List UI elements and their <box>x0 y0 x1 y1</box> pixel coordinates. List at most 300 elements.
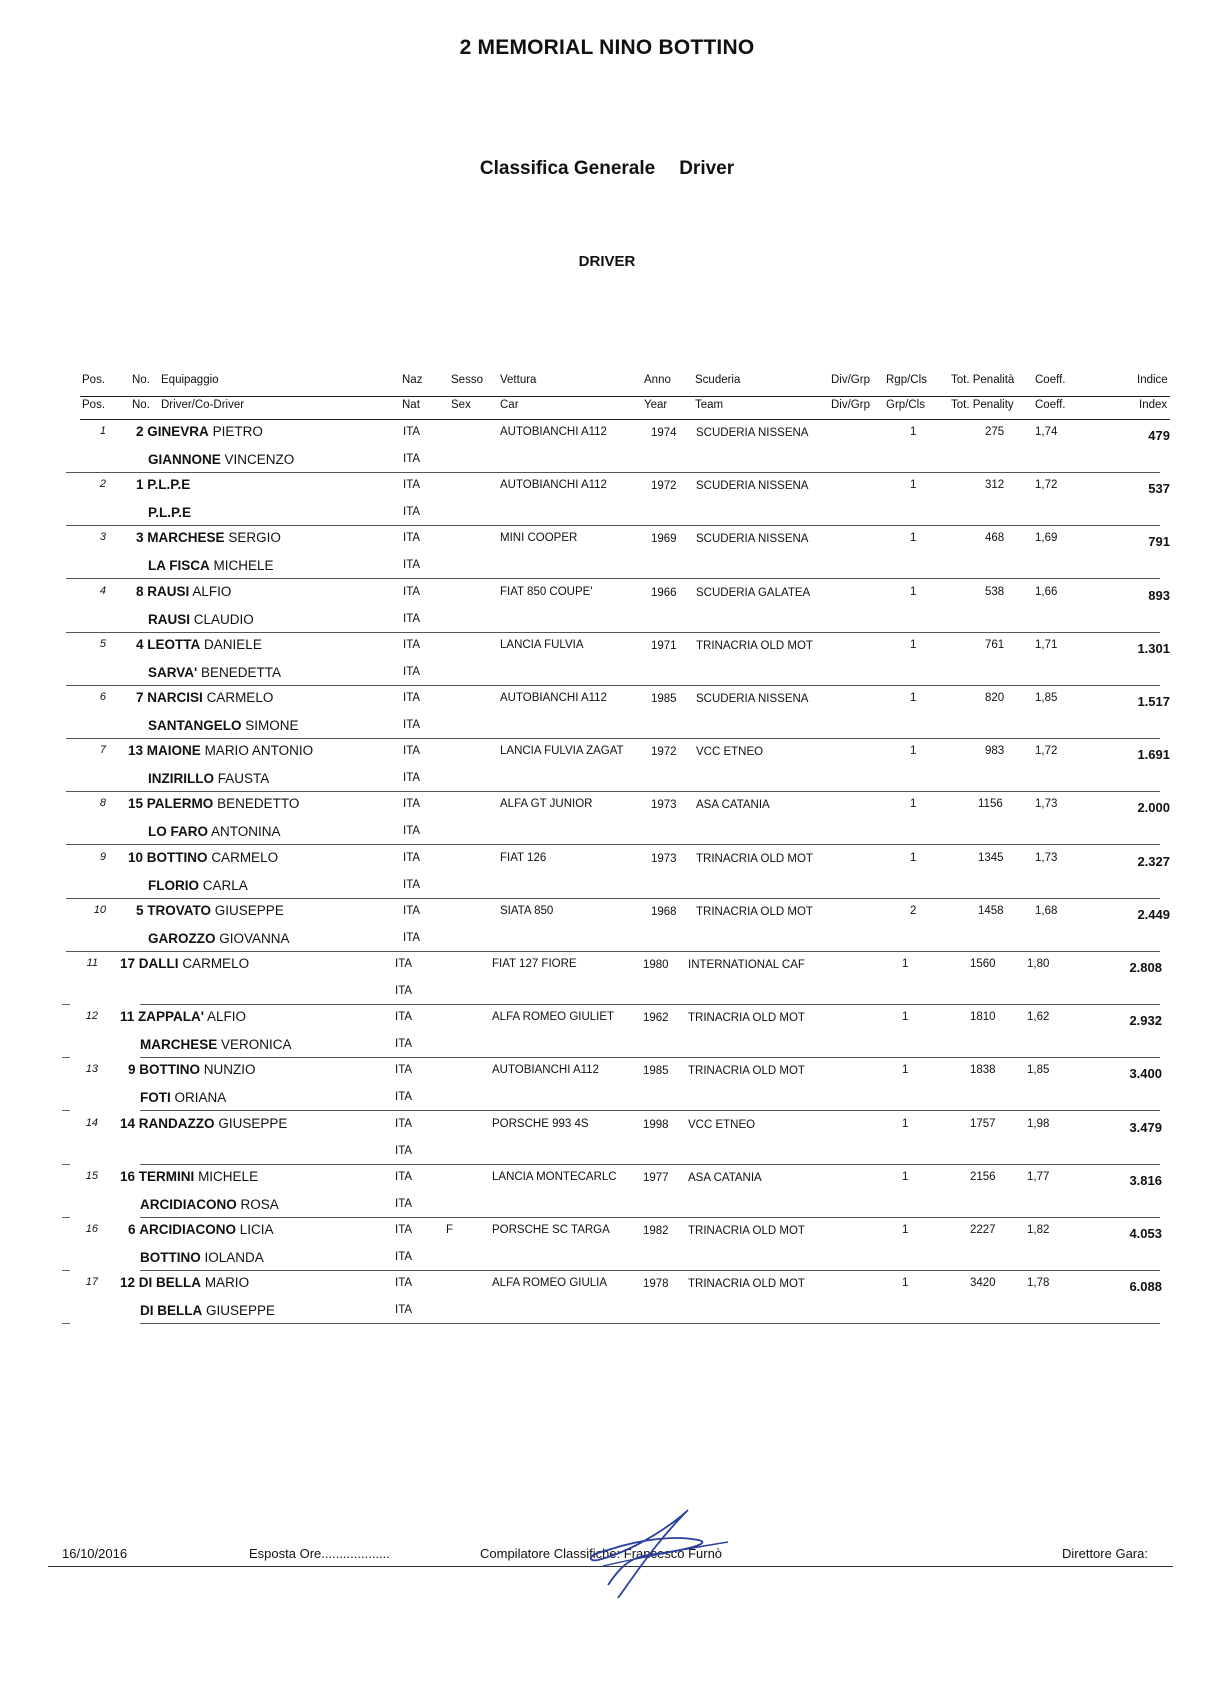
table-row <box>0 580 1214 633</box>
total-penalty: 820 <box>985 692 1005 704</box>
driver-lastname: ARCIDIACONO <box>139 1222 237 1237</box>
car-number: 5 <box>136 902 144 918</box>
car-model: FIAT 126 <box>500 851 547 864</box>
codriver-lastname: GAROZZO <box>148 930 216 946</box>
header-divider <box>80 396 1170 397</box>
col-car-en: Car <box>500 399 519 411</box>
driver-lastname: DALLI <box>138 956 179 971</box>
car-number: 17 <box>120 956 136 971</box>
team: VCC ETNEO <box>688 1118 756 1131</box>
total-penalty: 2227 <box>970 1224 996 1236</box>
driver-name <box>120 1009 246 1024</box>
driver-lastname: RANDAZZO <box>138 1115 215 1131</box>
index-value: 1.301 <box>1137 640 1170 656</box>
driver-firstname: ALFIO <box>192 583 232 599</box>
table-row <box>0 1058 1214 1111</box>
driver-nationality: ITA <box>403 851 421 864</box>
codriver-name <box>140 1037 292 1052</box>
team: INTERNATIONAL CAF <box>688 959 805 971</box>
row-position: 3 <box>99 531 106 544</box>
driver-lastname: ZAPPALA' <box>138 1009 205 1025</box>
driver-firstname: MARIO <box>204 1275 250 1291</box>
index-value: 1.691 <box>1137 747 1170 763</box>
col-index-en: Index <box>1139 399 1168 411</box>
codriver-firstname: CLAUDIO <box>193 611 254 627</box>
table-row <box>0 952 1214 1005</box>
driver-firstname: DANIELE <box>204 636 262 652</box>
team: TRINACRIA OLD MOT <box>688 1065 805 1078</box>
col-year: Anno <box>644 374 671 386</box>
total-penalty: 1560 <box>970 958 996 970</box>
group-class: 1 <box>910 851 917 864</box>
group-class: 1 <box>902 1011 909 1024</box>
coefficient: 1,73 <box>1035 851 1058 864</box>
driver-name <box>136 903 284 918</box>
codriver-lastname: MARCHESE <box>140 1037 218 1053</box>
row-position: 12 <box>85 1010 98 1023</box>
driver-nationality: ITA <box>403 426 421 438</box>
codriver-lastname: BOTTINO <box>140 1250 201 1265</box>
codriver-firstname: BENEDETTA <box>201 664 282 680</box>
col-pos-en: Pos. <box>82 399 106 411</box>
col-car: Vettura <box>500 374 537 386</box>
car-year: 1969 <box>651 533 677 546</box>
driver-firstname: SERGIO <box>228 530 281 546</box>
total-penalty: 1345 <box>978 851 1004 864</box>
total-penalty: 1156 <box>978 798 1003 811</box>
subtitle-category: Driver <box>679 158 735 179</box>
page-title: 2 MEMORIAL NINO BOTTINO <box>459 36 755 59</box>
coefficient: 1,69 <box>1035 532 1058 545</box>
row-position: 11 <box>86 957 98 969</box>
car-number: 7 <box>136 690 144 705</box>
col-divgrp-en: Div/Grp <box>831 399 870 411</box>
driver-firstname: GIUSEPPE <box>214 902 284 918</box>
codriver-firstname: GIUSEPPE <box>206 1303 276 1319</box>
index-value: 6.088 <box>1129 1279 1162 1295</box>
car-number: 10 <box>128 849 144 865</box>
car-year: 1974 <box>651 427 677 439</box>
team: TRINACRIA OLD MOT <box>696 852 813 865</box>
driver-firstname: CARMELO <box>211 849 279 865</box>
driver-nationality: ITA <box>395 958 413 970</box>
codriver-nationality: ITA <box>403 719 421 731</box>
codriver-lastname: INZIRILLO <box>148 771 214 787</box>
codriver-nationality: ITA <box>403 453 421 465</box>
coefficient: 1,71 <box>1035 638 1058 651</box>
codriver-firstname: VERONICA <box>221 1037 292 1053</box>
col-crew-en: Driver/Co-Driver <box>161 399 245 411</box>
driver-nationality: ITA <box>395 1224 413 1236</box>
codriver-nationality: ITA <box>395 985 413 997</box>
section-heading: DRIVER <box>578 253 636 270</box>
col-sex: Sesso <box>451 374 483 386</box>
driver-nationality: ITA <box>395 1117 413 1130</box>
driver-lastname: PALERMO <box>146 796 214 812</box>
car-year: 1977 <box>643 1171 669 1184</box>
driver-lastname: MARCHESE <box>147 530 225 546</box>
row-position: 15 <box>85 1169 98 1182</box>
driver-name <box>128 850 278 865</box>
car-model: MINI COOPER <box>500 532 578 545</box>
car-model: PORSCHE SC TARGA <box>492 1224 610 1236</box>
car-model: AUTOBIANCHI A112 <box>492 1064 599 1077</box>
col-index: Indice <box>1137 374 1168 386</box>
driver-firstname: MARIO ANTONIO <box>204 743 314 759</box>
group-class: 1 <box>902 958 909 970</box>
index-value: 479 <box>1148 428 1170 443</box>
driver-lastname: BOTTINO <box>146 849 208 865</box>
team: TRINACRIA OLD MOT <box>688 1278 805 1291</box>
car-year: 1982 <box>643 1225 669 1237</box>
codriver-nationality: ITA <box>395 1038 413 1051</box>
table-row <box>0 686 1214 739</box>
table-row <box>0 739 1214 792</box>
codriver-nationality: ITA <box>395 1197 413 1210</box>
codriver-name <box>148 824 281 839</box>
driver-name <box>128 796 299 811</box>
driver-firstname: LICIA <box>239 1222 274 1237</box>
driver-firstname: GIUSEPPE <box>218 1115 288 1131</box>
col-penalty: Tot. Penalità <box>951 374 1015 386</box>
group-class: 1 <box>910 745 917 758</box>
codriver-nationality: ITA <box>403 559 421 572</box>
codriver-name <box>148 665 281 680</box>
coefficient: 1,68 <box>1035 904 1058 917</box>
driver-nationality: ITA <box>403 745 421 758</box>
codriver-name <box>148 718 299 733</box>
row-divider <box>140 1323 1160 1324</box>
coefficient: 1,77 <box>1027 1170 1050 1183</box>
driver-nationality: ITA <box>403 692 421 704</box>
footer-director: Direttore Gara: <box>1062 1546 1148 1561</box>
group-class: 1 <box>910 692 917 704</box>
index-value: 2.449 <box>1137 906 1170 922</box>
codriver-lastname: FLORIO <box>148 877 199 893</box>
driver-name <box>136 424 263 439</box>
codriver-nationality: ITA <box>395 1304 413 1317</box>
codriver-name <box>148 771 269 786</box>
car-model: LANCIA FULVIA ZAGAT <box>500 745 624 758</box>
driver-firstname: NUNZIO <box>203 1062 256 1078</box>
codriver-firstname: CARLA <box>202 877 248 893</box>
car-model: LANCIA FULVIA <box>500 638 584 651</box>
codriver-lastname: SANTANGELO <box>148 718 242 733</box>
row-position: 9 <box>99 850 106 863</box>
table-row <box>0 846 1214 899</box>
total-penalty: 275 <box>985 426 1005 438</box>
car-model: AUTOBIANCHI A112 <box>500 426 607 438</box>
car-model: PORSCHE 993 4S <box>492 1117 589 1130</box>
car-model: AUTOBIANCHI A112 <box>500 692 607 704</box>
row-position: 8 <box>99 797 106 810</box>
codriver-nationality: ITA <box>403 825 421 838</box>
group-class: 1 <box>902 1064 909 1077</box>
car-number: 12 <box>120 1275 136 1291</box>
codriver-nationality: ITA <box>403 931 421 944</box>
codriver-nationality: ITA <box>403 772 421 785</box>
codriver-nationality: ITA <box>403 665 421 678</box>
table-row <box>0 420 1214 473</box>
driver-name <box>136 584 231 599</box>
footer-compiler: Compilatore Classifiche: Francesco Furnò <box>480 1546 723 1561</box>
car-year: 1966 <box>651 586 677 599</box>
total-penalty: 312 <box>985 479 1005 492</box>
codriver-name <box>148 452 294 467</box>
codriver-lastname: ARCIDIACONO <box>140 1196 237 1212</box>
codriver-name <box>148 612 254 627</box>
table-row <box>0 473 1214 526</box>
driver-lastname: RAUSI <box>147 583 190 599</box>
coefficient: 1,80 <box>1027 958 1050 970</box>
coefficient: 1,85 <box>1027 1064 1050 1077</box>
driver-lastname: TROVATO <box>147 902 212 918</box>
driver-nationality: ITA <box>403 798 421 811</box>
car-year: 1998 <box>643 1118 669 1131</box>
index-value: 537 <box>1148 481 1170 497</box>
signature-icon <box>578 1500 748 1610</box>
footer-date: 16/10/2016 <box>62 1546 128 1561</box>
col-year-en: Year <box>644 399 668 411</box>
codriver-nationality: ITA <box>395 1091 413 1104</box>
table-row <box>0 633 1214 686</box>
driver-nationality: ITA <box>403 638 421 651</box>
index-value: 3.400 <box>1129 1066 1162 1082</box>
codriver-lastname: FOTI <box>140 1090 171 1106</box>
group-class: 1 <box>910 532 917 545</box>
col-no-en: No. <box>132 399 150 411</box>
driver-name <box>136 690 273 705</box>
driver-nationality: ITA <box>395 1064 413 1077</box>
index-value: 893 <box>1148 587 1170 603</box>
driver-nationality: ITA <box>395 1011 413 1024</box>
driver-firstname: PIETRO <box>212 424 263 439</box>
row-position: 6 <box>99 691 106 703</box>
group-class: 1 <box>902 1170 909 1183</box>
car-year: 1985 <box>643 1065 669 1078</box>
driver-nationality: ITA <box>403 904 421 917</box>
driver-lastname: TERMINI <box>138 1168 195 1184</box>
driver-lastname: P.L.P.E <box>147 477 191 493</box>
row-position: 4 <box>99 584 106 597</box>
car-model: ALFA ROMEO GIULIA <box>492 1277 608 1290</box>
car-year: 1971 <box>651 639 677 652</box>
table-row <box>0 792 1214 845</box>
row-position: 1 <box>99 425 106 437</box>
car-number: 11 <box>120 1009 135 1025</box>
team: SCUDERIA NISSENA <box>696 427 809 439</box>
index-value: 3.479 <box>1129 1119 1162 1135</box>
team: TRINACRIA OLD MOT <box>696 639 813 652</box>
col-team: Scuderia <box>695 374 741 386</box>
driver-lastname: NARCISI <box>147 690 203 705</box>
car-model: ALFA GT JUNIOR <box>500 798 593 811</box>
car-year: 1968 <box>651 905 677 918</box>
codriver-lastname: P.L.P.E <box>148 505 192 521</box>
car-year: 1973 <box>651 799 677 812</box>
team: SCUDERIA NISSENA <box>696 480 809 493</box>
total-penalty: 1757 <box>970 1117 996 1130</box>
team: SCUDERIA NISSENA <box>696 693 809 705</box>
driver-name <box>120 1275 249 1290</box>
coefficient: 1,74 <box>1035 426 1058 438</box>
team: TRINACRIA OLD MOT <box>696 905 813 918</box>
driver-firstname: ALFIO <box>207 1009 247 1025</box>
car-number: 3 <box>136 530 144 546</box>
total-penalty: 983 <box>985 745 1005 758</box>
total-penalty: 2156 <box>970 1170 996 1183</box>
codriver-name <box>148 878 248 893</box>
driver-nationality: ITA <box>403 479 421 492</box>
driver-lastname: DI BELLA <box>138 1275 202 1291</box>
group-class: 1 <box>910 479 917 492</box>
driver-nationality: ITA <box>403 532 421 545</box>
codriver-nationality: ITA <box>403 612 421 625</box>
coefficient: 1,78 <box>1027 1277 1050 1290</box>
codriver-firstname: GIOVANNA <box>219 930 290 946</box>
footer-exposed: Esposta Ore................... <box>249 1546 390 1561</box>
total-penalty: 1810 <box>970 1011 996 1024</box>
codriver-name <box>140 1197 279 1212</box>
column-header-english <box>0 399 1214 419</box>
codriver-name <box>148 558 274 573</box>
car-number: 1 <box>136 477 144 493</box>
coefficient: 1,82 <box>1027 1224 1050 1236</box>
codriver-firstname: ROSA <box>240 1196 279 1212</box>
car-number: 6 <box>128 1222 136 1237</box>
col-nat: Naz <box>402 374 423 386</box>
group-class: 1 <box>902 1117 909 1130</box>
driver-name <box>128 1062 256 1077</box>
table-row <box>0 1165 1214 1218</box>
car-model: FIAT 850 COUPE' <box>500 585 593 598</box>
driver-name <box>136 637 262 652</box>
row-position: 7 <box>99 744 106 757</box>
col-coeff: Coeff. <box>1035 374 1066 386</box>
coefficient: 1,72 <box>1035 479 1058 492</box>
table-row <box>0 1218 1214 1271</box>
total-penalty: 538 <box>985 585 1005 598</box>
codriver-name <box>140 1250 264 1265</box>
driver-name <box>136 530 281 545</box>
codriver-name <box>148 931 290 946</box>
group-class: 1 <box>910 798 917 811</box>
car-year: 1972 <box>651 480 677 493</box>
car-number: 2 <box>136 424 144 439</box>
car-year: 1972 <box>651 746 677 759</box>
row-position: 5 <box>99 637 106 650</box>
team: SCUDERIA NISSENA <box>696 533 809 546</box>
coefficient: 1,85 <box>1035 692 1058 704</box>
index-value: 2.808 <box>1129 960 1162 975</box>
row-position: 14 <box>85 1116 98 1129</box>
driver-name <box>120 1116 287 1131</box>
car-number: 15 <box>128 796 144 812</box>
driver-firstname: CARMELO <box>206 690 274 705</box>
total-penalty: 1838 <box>970 1064 996 1077</box>
driver-name <box>120 1169 258 1184</box>
driver-lastname: BOTTINO <box>139 1062 201 1078</box>
codriver-nationality: ITA <box>403 878 421 891</box>
codriver-nationality: ITA <box>395 1251 413 1263</box>
column-header-italian <box>0 374 1214 394</box>
driver-name <box>128 1222 274 1237</box>
driver-firstname: MICHELE <box>198 1168 259 1184</box>
codriver-name <box>140 1090 226 1105</box>
row-position: 17 <box>85 1276 98 1289</box>
codriver-firstname: ANTONINA <box>211 824 281 840</box>
subtitle-classification: Classifica Generale <box>479 158 656 179</box>
driver-lastname: LEOTTA <box>147 636 201 652</box>
group-class: 2 <box>910 904 917 917</box>
codriver-lastname: DI BELLA <box>140 1303 203 1319</box>
codriver-lastname: LO FARO <box>148 824 208 840</box>
driver-name <box>136 477 190 492</box>
table-row <box>0 1271 1214 1324</box>
row-position: 2 <box>99 478 106 491</box>
codriver-name <box>140 1303 275 1318</box>
page-subtitle <box>0 158 1214 180</box>
col-no: No. <box>132 374 150 386</box>
codriver-firstname: SIMONE <box>245 718 299 733</box>
car-year: 1980 <box>643 959 669 971</box>
group-class: 1 <box>910 585 917 598</box>
codriver-lastname: LA FISCA <box>148 558 210 574</box>
car-model: ALFA ROMEO GIULIET <box>492 1011 615 1024</box>
index-value: 3.816 <box>1129 1172 1162 1188</box>
sex: F <box>446 1224 454 1236</box>
col-coeff-en: Coeff. <box>1035 399 1066 411</box>
col-penalty-en: Tot. Penality <box>951 399 1014 411</box>
total-penalty: 1458 <box>978 904 1004 917</box>
coefficient: 1,98 <box>1027 1117 1050 1130</box>
codriver-name <box>148 505 191 520</box>
codriver-firstname: FAUSTA <box>217 771 270 787</box>
table-row <box>0 526 1214 579</box>
coefficient: 1,62 <box>1027 1011 1050 1024</box>
coefficient: 1,73 <box>1035 798 1058 811</box>
group-class: 1 <box>902 1224 909 1236</box>
team: TRINACRIA OLD MOT <box>688 1012 805 1025</box>
col-grpcls-en: Grp/Cls <box>886 399 925 411</box>
car-number: 8 <box>136 583 144 599</box>
row-position: 10 <box>93 903 106 916</box>
codriver-firstname: ORIANA <box>174 1090 227 1106</box>
car-year: 1985 <box>651 693 677 705</box>
codriver-lastname: RAUSI <box>148 611 191 627</box>
total-penalty: 468 <box>985 532 1005 545</box>
col-team-en: Team <box>695 399 724 411</box>
coefficient: 1,72 <box>1035 745 1058 758</box>
car-year: 1973 <box>651 852 677 865</box>
col-grpcls: Rgp/Cls <box>886 374 927 386</box>
total-penalty: 3420 <box>970 1277 996 1290</box>
car-number: 14 <box>120 1115 136 1131</box>
codriver-firstname: VINCENZO <box>224 452 295 467</box>
team: SCUDERIA GALATEA <box>696 586 811 599</box>
index-value: 1.517 <box>1137 694 1170 709</box>
index-value: 4.053 <box>1129 1226 1162 1241</box>
index-value: 791 <box>1148 534 1170 550</box>
col-sex-en: Sex <box>451 399 471 411</box>
table-row <box>0 1112 1214 1165</box>
team: ASA CATANIA <box>688 1171 762 1184</box>
index-value: 2.932 <box>1129 1013 1162 1029</box>
driver-lastname: MAIONE <box>146 743 201 759</box>
car-model: FIAT 127 FIORE <box>492 958 577 970</box>
driver-name <box>120 956 249 971</box>
driver-firstname: BENEDETTO <box>217 796 300 812</box>
